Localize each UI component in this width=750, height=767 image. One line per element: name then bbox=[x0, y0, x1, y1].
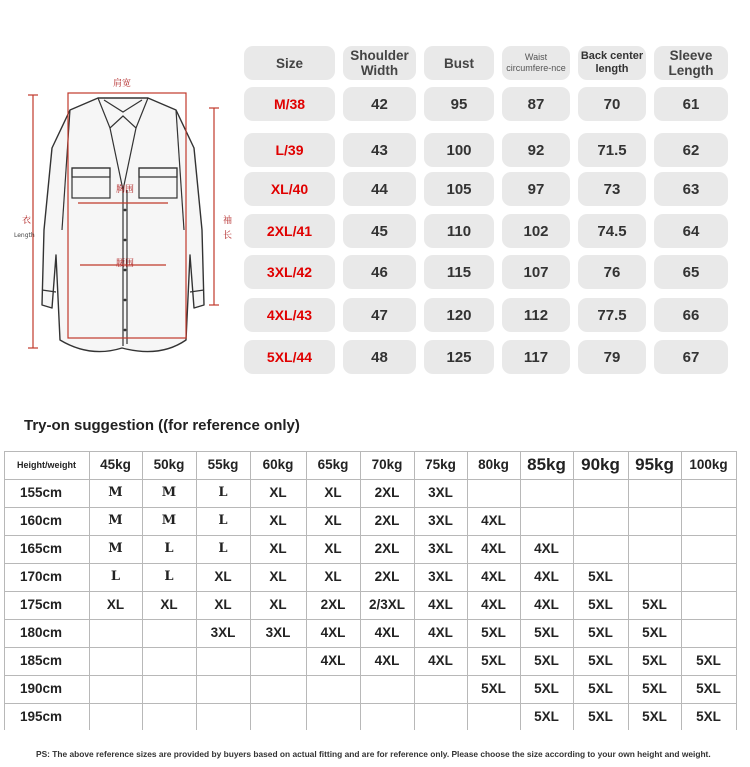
height-label: 180cm bbox=[20, 625, 63, 640]
size-chart-cell: 74.5 bbox=[578, 214, 646, 248]
height-label: 160cm bbox=[20, 513, 63, 528]
weight-header: 55kg bbox=[207, 457, 239, 472]
size-recommendation-cell: XL bbox=[324, 485, 342, 500]
size-recommendation-cell: 5XL bbox=[534, 709, 559, 724]
size-chart-cell: 61 bbox=[654, 87, 728, 121]
size-label-cell: 2XL/41 bbox=[244, 214, 335, 248]
size-recommendation-cell: 4XL bbox=[320, 625, 346, 640]
size-recommendation-cell: XL bbox=[269, 597, 287, 612]
size-recommendation-cell: 5XL bbox=[588, 625, 613, 640]
size-recommendation-cell: XL bbox=[324, 541, 342, 556]
size-recommendation-cell: M bbox=[108, 485, 123, 500]
size-chart-cell: 62 bbox=[654, 133, 728, 167]
size-chart-cell: 76 bbox=[578, 255, 646, 289]
size-recommendation-cell: 5XL bbox=[481, 625, 506, 640]
size-recommendation-cell: 2XL bbox=[374, 541, 400, 556]
size-label-cell: XL/40 bbox=[244, 172, 335, 206]
bust-label: 胸围 bbox=[116, 185, 135, 195]
size-recommendation-cell: 5XL bbox=[642, 709, 667, 724]
size-recommendation-cell: XL bbox=[106, 597, 125, 612]
size-chart-header-cell: Bust bbox=[424, 46, 494, 80]
size-recommendation-cell: L bbox=[218, 485, 228, 500]
size-recommendation-cell: XL bbox=[269, 541, 287, 556]
height-label: 185cm bbox=[20, 653, 63, 668]
size-recommendation-cell: 4XL bbox=[481, 541, 506, 556]
weight-header: 70kg bbox=[371, 457, 403, 472]
size-chart-cell: 102 bbox=[502, 214, 570, 248]
size-chart-cell: 44 bbox=[343, 172, 416, 206]
size-recommendation-cell: M bbox=[161, 485, 177, 500]
shirt-measurement-diagram bbox=[0, 40, 245, 370]
sleeve-label-2: 长 bbox=[223, 231, 233, 241]
size-chart-cell: 73 bbox=[578, 172, 646, 206]
size-recommendation-cell: 2XL bbox=[374, 485, 400, 500]
size-chart-cell: 110 bbox=[424, 214, 494, 248]
weight-header: 60kg bbox=[262, 457, 294, 472]
height-label: 195cm bbox=[20, 709, 63, 724]
size-recommendation-cell: 4XL bbox=[534, 597, 559, 612]
size-recommendation-cell: 5XL bbox=[642, 625, 667, 640]
size-recommendation-cell: XL bbox=[160, 597, 178, 612]
size-chart-cell: 92 bbox=[502, 133, 570, 167]
size-recommendation-cell: 2XL bbox=[374, 569, 400, 584]
size-chart-cell: 77.5 bbox=[578, 298, 646, 332]
size-recommendation-cell: 3XL bbox=[428, 485, 453, 500]
weight-header: 95kg bbox=[635, 455, 674, 474]
size-recommendation-cell: 4XL bbox=[374, 625, 400, 640]
size-chart-cell: 71.5 bbox=[578, 133, 646, 167]
suggestion-title: Try-on suggestion ((for reference only) bbox=[24, 417, 300, 434]
size-recommendation-cell: 5XL bbox=[642, 681, 667, 696]
size-chart-cell: 65 bbox=[654, 255, 728, 289]
shirt-illustration bbox=[0, 40, 245, 370]
size-recommendation-cell: XL bbox=[324, 513, 342, 528]
size-recommendation-cell: 5XL bbox=[588, 653, 613, 668]
height-label: 175cm bbox=[20, 597, 63, 612]
size-recommendation-cell: XL bbox=[214, 569, 232, 584]
size-label-cell: 4XL/43 bbox=[244, 298, 335, 332]
size-chart-cell: 45 bbox=[343, 214, 416, 248]
size-recommendation-cell: 3XL bbox=[428, 513, 453, 528]
size-recommendation-cell: 5XL bbox=[588, 569, 613, 584]
size-chart-cell: 43 bbox=[343, 133, 416, 167]
size-recommendation-cell: XL bbox=[269, 513, 287, 528]
size-chart-header-cell: Sleeve Length bbox=[654, 46, 728, 80]
size-recommendation-cell: 5XL bbox=[696, 681, 721, 696]
size-recommendation-cell: 4XL bbox=[428, 625, 453, 640]
size-chart-cell: 115 bbox=[424, 255, 494, 289]
size-recommendation-cell: XL bbox=[214, 597, 232, 612]
size-recommendation-cell: 5XL bbox=[588, 681, 613, 696]
size-chart-cell: 64 bbox=[654, 214, 728, 248]
size-chart-header-cell: Shoulder Width bbox=[343, 46, 416, 80]
size-chart-row bbox=[244, 214, 728, 248]
length-label-en: Length bbox=[14, 232, 35, 239]
size-chart-cell: 95 bbox=[424, 87, 494, 121]
size-recommendation-cell: 2/3XL bbox=[368, 597, 406, 612]
size-recommendation-cell: 2XL bbox=[320, 597, 346, 612]
waist-label: 腰围 bbox=[116, 259, 135, 269]
size-chart-cell: 125 bbox=[424, 340, 494, 374]
size-recommendation-cell: 5XL bbox=[534, 625, 559, 640]
weight-header: 65kg bbox=[317, 457, 349, 472]
weight-header: 45kg bbox=[100, 457, 131, 472]
size-recommendation-cell: 2XL bbox=[374, 513, 400, 528]
weight-header: 100kg bbox=[689, 457, 728, 472]
size-recommendation-cell: 5XL bbox=[534, 681, 559, 696]
height-label: 170cm bbox=[20, 569, 63, 584]
weight-header: 90kg bbox=[581, 455, 620, 474]
sleeve-label-1: 袖 bbox=[223, 216, 233, 226]
size-recommendation-cell: XL bbox=[269, 485, 287, 500]
size-recommendation-cell: XL bbox=[324, 569, 342, 584]
size-recommendation-cell: M bbox=[108, 513, 123, 528]
size-chart-cell: 46 bbox=[343, 255, 416, 289]
size-chart-cell: 100 bbox=[424, 133, 494, 167]
size-chart-row bbox=[244, 133, 728, 167]
height-label: 165cm bbox=[20, 541, 63, 556]
size-recommendation-cell: M bbox=[161, 513, 177, 528]
size-chart-cell: 112 bbox=[502, 298, 570, 332]
size-recommendation-cell: 3XL bbox=[428, 541, 453, 556]
height-label: 155cm bbox=[20, 485, 63, 500]
weight-header: 80kg bbox=[478, 457, 509, 472]
size-chart-cell: 107 bbox=[502, 255, 570, 289]
size-chart-cell: 48 bbox=[343, 340, 416, 374]
size-recommendation-cell: L bbox=[218, 541, 228, 556]
size-chart-row bbox=[244, 298, 728, 332]
size-chart-row bbox=[244, 87, 728, 121]
size-recommendation-cell: 4XL bbox=[428, 597, 453, 612]
size-chart-cell: 79 bbox=[578, 340, 646, 374]
height-weight-corner: Height/weight bbox=[17, 460, 76, 470]
size-recommendation-cell: 4XL bbox=[481, 513, 506, 528]
size-recommendation-cell: 4XL bbox=[534, 569, 559, 584]
length-label-cn: 衣 bbox=[22, 216, 32, 226]
size-chart-cell: 63 bbox=[654, 172, 728, 206]
size-recommendation-cell: 3XL bbox=[428, 569, 453, 584]
size-recommendation-cell: 5XL bbox=[588, 709, 613, 724]
size-chart-header-cell: Size bbox=[244, 46, 335, 80]
size-recommendation-grid bbox=[4, 451, 740, 730]
size-recommendation-cell: 5XL bbox=[481, 681, 506, 696]
size-chart-cell: 117 bbox=[502, 340, 570, 374]
size-recommendation-cell: 4XL bbox=[481, 597, 506, 612]
weight-header: 50kg bbox=[153, 457, 185, 472]
size-chart-row bbox=[244, 340, 728, 374]
size-recommendation-cell: 4XL bbox=[481, 569, 506, 584]
size-chart-row bbox=[244, 172, 728, 206]
size-chart-cell: 67 bbox=[654, 340, 728, 374]
size-recommendation-cell: L bbox=[110, 569, 121, 584]
size-recommendation-cell: L bbox=[164, 541, 174, 556]
size-chart-cell: 66 bbox=[654, 298, 728, 332]
size-recommendation-cell: 3XL bbox=[265, 625, 291, 640]
size-recommendation-cell: M bbox=[108, 541, 123, 556]
size-recommendation-cell: 5XL bbox=[642, 597, 667, 612]
size-chart-header-cell: Waist circumfere-nce bbox=[502, 46, 570, 80]
size-label-cell: M/38 bbox=[244, 87, 335, 121]
size-chart-header-cell: Back center length bbox=[578, 46, 646, 80]
size-recommendation-cell: L bbox=[218, 513, 228, 528]
size-recommendation-cell: 5XL bbox=[481, 653, 506, 668]
size-recommendation-cell: 3XL bbox=[210, 625, 236, 640]
weight-header: 75kg bbox=[425, 457, 456, 472]
size-recommendation-cell: 4XL bbox=[534, 541, 559, 556]
size-chart-header bbox=[244, 46, 728, 80]
size-recommendation-cell: 5XL bbox=[696, 709, 721, 724]
size-chart-cell: 97 bbox=[502, 172, 570, 206]
weight-header: 85kg bbox=[527, 455, 566, 474]
size-recommendation-cell: 5XL bbox=[642, 653, 667, 668]
size-label-cell: 5XL/44 bbox=[244, 340, 335, 374]
size-label-cell: L/39 bbox=[244, 133, 335, 167]
size-chart-row bbox=[244, 255, 728, 289]
size-recommendation-cell: 4XL bbox=[374, 653, 400, 668]
height-label: 190cm bbox=[20, 681, 63, 696]
size-recommendation-cell: L bbox=[164, 569, 174, 584]
size-recommendation-cell: 5XL bbox=[588, 597, 613, 612]
size-chart-cell: 47 bbox=[343, 298, 416, 332]
footnote: PS: The above reference sizes are provided by buyers based on actual fitting and are for reference only. Please choose the size according to your own height and weight. bbox=[36, 749, 711, 759]
size-recommendation-cell: 5XL bbox=[696, 653, 721, 668]
shoulder-label: 肩宽 bbox=[113, 79, 132, 89]
size-chart-cell: 70 bbox=[578, 87, 646, 121]
size-chart-cell: 42 bbox=[343, 87, 416, 121]
size-recommendation-cell: 4XL bbox=[428, 653, 453, 668]
size-chart-cell: 87 bbox=[502, 87, 570, 121]
size-recommendation-cell: 4XL bbox=[320, 653, 346, 668]
size-recommendation-cell: 5XL bbox=[534, 653, 559, 668]
size-label-cell: 3XL/42 bbox=[244, 255, 335, 289]
size-recommendation-cell: XL bbox=[269, 569, 287, 584]
size-chart-cell: 105 bbox=[424, 172, 494, 206]
size-chart-cell: 120 bbox=[424, 298, 494, 332]
